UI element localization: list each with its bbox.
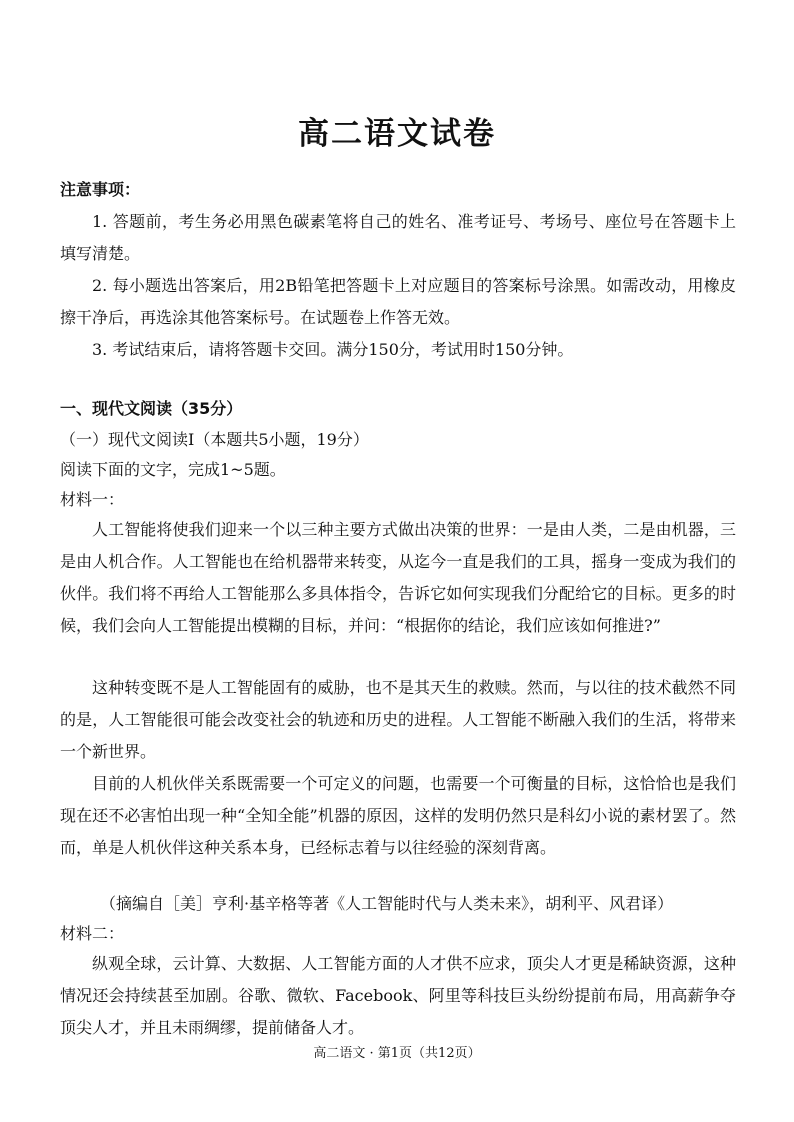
notice-item-3: 3. 考试结束后，请将答题卡交回。满分150分，考试用时150分钟。	[92, 340, 574, 359]
page-title: 高二语文试卷	[298, 116, 496, 152]
notice-item-2: 2. 每小题选出答案后，用2B铅笔把答题卡上对应题目的答案标号涂黑。如需改动，用橡皮擦干净后，再选涂其他答案标号。在试题卷上作答无效。	[60, 276, 736, 327]
material-1-paragraph-3: 目前的人机伙伴关系既需要一个可定义的问题，也需要一个可衡量的目标，这恰恰也是我们现在还不必害怕出现一种“全知全能”机器的原因，这样的发明仍然只是科幻小说的素材罢了。然而，单是人机伙伴这种关系本身，已经标志着与以往经验的深刻背离。	[60, 774, 736, 857]
page-footer: 高二语文 · 第1页（共12页）	[313, 1046, 481, 1061]
reading-instruction: 阅读下面的文字，完成1~5题。	[60, 460, 286, 479]
notice-heading: 注意事项：	[60, 180, 141, 199]
subsection-heading: （一）现代文阅读Ⅰ（本题共5小题，19分）	[60, 430, 369, 449]
section-heading: 一、现代文阅读（35分）	[60, 399, 243, 418]
notice-item-1: 1. 答题前，考生务必用黑色碳素笔将自己的姓名、准考证号、考场号、座位号在答题卡上填写清楚。	[60, 212, 736, 263]
material-1-source: （摘编自［美］亨利·基辛格等著《人工智能时代与人类未来》，胡利平、风君译）	[100, 894, 674, 913]
material-1-paragraph-1: 人工智能将使我们迎来一个以三种主要方式做出决策的世界：一是由人类，二是由机器，三是由人机合作。人工智能也在给机器带来转变，从迄今一直是我们的工具，摇身一变成为我们的伙伴。我们将不再给人工智能那么多具体指令，告诉它如何实现我们分配给它的目标。更多的时候，我们会向人工智能提出模糊的目标，并问：“根据你的结论，我们应该如何推进?”	[60, 520, 736, 635]
material-2-paragraph-1: 纵观全球，云计算、大数据、人工智能方面的人才供不应求，顶尖人才更是稀缺资源，这种情况还会持续甚至加剧。谷歌、微软、Facebook、阿里等科技巨头纷纷提前布局，用高薪争夺顶尖人才，并且未雨绸缪，提前储备人才。	[60, 954, 736, 1037]
material-2-label: 材料二：	[60, 924, 125, 943]
material-1-label: 材料一：	[60, 490, 125, 509]
material-1-paragraph-2: 这种转变既不是人工智能固有的威胁，也不是其天生的救赎。然而，与以往的技术截然不同的是，人工智能很可能会改变社会的轨迹和历史的进程。人工智能不断融入我们的生活，将带来一个新世界。	[60, 678, 736, 761]
